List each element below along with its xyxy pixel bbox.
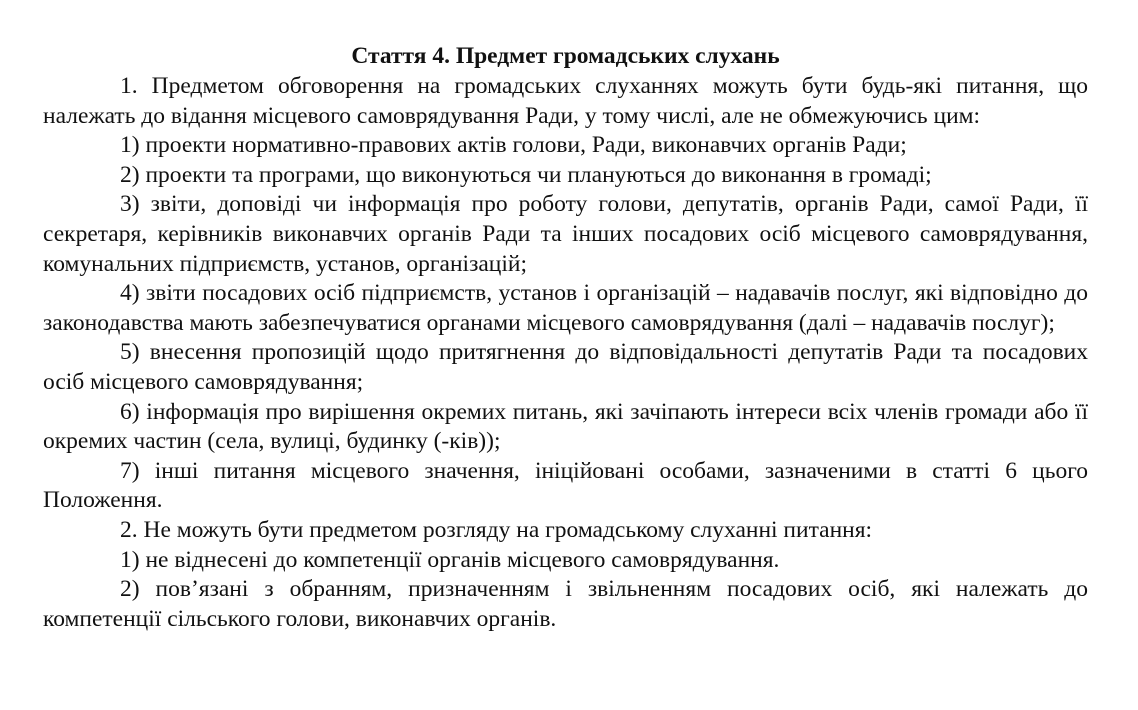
list-item-2-projects-programs: 2) проекти та програми, що виконуються чи плануються до виконання в громаді; <box>120 161 932 188</box>
list-item-6-information: 6) інформація про вирішення окремих питань, які зачіпають інтереси всіх членів громади або її окремих частин (села, вулиці, будинку (-ків)); <box>43 398 1088 455</box>
list-item-5-proposals: 5) внесення пропозицій щодо притягнення до відповідальності депутатів Ради та посадових осіб місцевого самоврядування; <box>43 339 1088 395</box>
excluded-item-2: 2) пов’язані з обранням, призначенням і звільненням посадових осіб, які належать до компетенції сільського голови, виконавчих органів. <box>43 576 1088 632</box>
list-item-7-other-issues: 7) інші питання місцевого значення, ініційовані особами, зазначеними в статті 6 цього Положення. <box>43 457 1088 514</box>
excluded-item-1: 1) не віднесені до компетенції органів місцевого самоврядування. <box>120 546 780 573</box>
paragraph-subject-intro: 1. Предметом обговорення на громадських слуханнях можуть бути будь-які питання, що належать до відання місцевого самоврядування Ради, у тому числі, але не обмежуючись цим: <box>43 73 1088 129</box>
article-title: Стаття 4. Предмет громадських слухань <box>351 43 780 69</box>
list-item-1-draft-acts: 1) проекти нормативно-правових актів голови, Ради, виконавчих органів Ради; <box>120 132 907 159</box>
paragraph-excluded-intro: 2. Не можуть бути предметом розгляду на громадському слуханні питання: <box>120 516 873 543</box>
list-item-4-service-providers: 4) звіти посадових осіб підприємств, установ і організацій – надавачів послуг, які відповідно до законодавства мають забезпечуватися органами місцевого самоврядування (далі – надавачів послуг); <box>43 280 1088 336</box>
document-page <box>43 40 1088 634</box>
list-item-3-reports: 3) звіти, доповіді чи інформація про роботу голови, депутатів, органів Ради, самої Ради, її секретаря, керівників виконавчих органів Ради та інших посадових осіб місцевого самоврядування, комунальних підприємств, установ, організацій; <box>43 191 1088 277</box>
